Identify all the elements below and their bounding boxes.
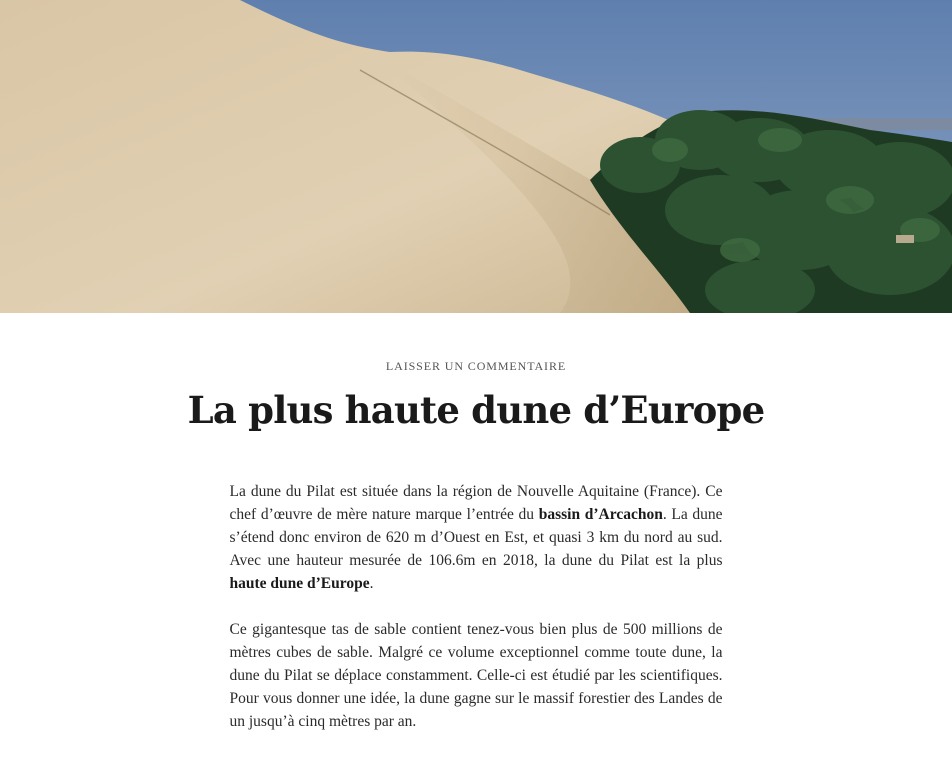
post-content	[0, 313, 952, 733]
bold-term-highest-dune: haute dune d’Europe	[229, 575, 370, 592]
hero-image	[0, 0, 952, 313]
post-body	[230, 480, 723, 733]
paragraph-1: La dune du Pilat est située dans la région de Nouvelle Aquitaine (France). Ce chef d’œuvre de mère nature marque l’entrée du bassin d’Arcachon. La dune s’étend donc environ de 620 m d’Ouest en Est, et quasi 3 km du nord au sud. Avec une hauteur mesurée de 106.6m en 2018, la dune du Pilat est la plus haute dune d’Europe.	[229, 483, 723, 592]
dune-photo	[0, 0, 952, 313]
leave-comment-link[interactable]: LAISSER UN COMMENTAIRE	[385, 359, 567, 373]
paragraph-2: Ce gigantesque tas de sable contient tenez-vous bien plus de 500 millions de mètres cubes de sable. Malgré ce volume exceptionnel comme toute dune, la dune du Pilat se déplace constamment. Celle-ci est étudié par les scientifiques. Pour vous donner une idée, la dune gagne sur le massif forestier des Landes de un jusqu’à cinq mètres par an.	[229, 621, 723, 730]
post-title: La plus haute dune d’Europe	[187, 388, 765, 432]
bold-term-arcachon: bassin d’Arcachon	[538, 506, 663, 523]
